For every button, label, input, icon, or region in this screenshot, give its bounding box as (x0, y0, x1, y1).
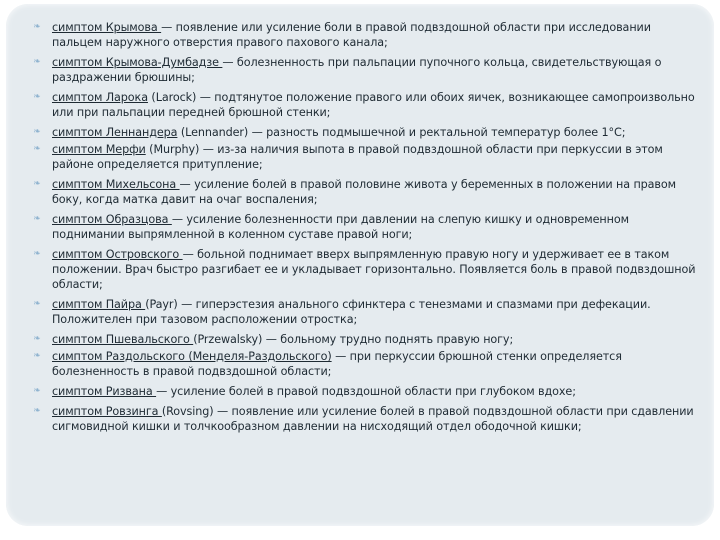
symptom-description: (Rovsing) — появление или усиление болей в правой подвздошной области при сдавлении сигмовидной кишки и толчкообразном давлении на нисходящий отдел ободочной кишки; (52, 405, 694, 433)
list-item (33, 404, 704, 434)
symptom-term: симптом Леннандера (52, 126, 178, 139)
symptom-term: симптом Мерфи (52, 143, 146, 156)
symptom-term: симптом Пайра (52, 298, 146, 311)
fleuron-bullet-icon: ❧ (33, 179, 41, 189)
symptom-description: — усиление болезненности при давлении на слепую кишку и одновременном поднимании выпрямленной в коленном суставе правой ноги; (52, 213, 629, 241)
fleuron-bullet-icon: ❧ (33, 22, 41, 32)
symptom-term: симптом Ларока (52, 91, 148, 104)
fleuron-bullet-icon: ❧ (33, 351, 41, 361)
fleuron-bullet-icon: ❧ (33, 249, 41, 259)
list-item (33, 332, 704, 347)
symptom-term: симптом Крымова (52, 21, 162, 34)
fleuron-bullet-icon: ❧ (33, 386, 41, 396)
slide-panel (6, 4, 714, 526)
symptom-description: — появление или усиление боли в правой подвздошной области при исследовании пальцем наружного отверстия правого пахового канала; (52, 21, 651, 49)
symptom-description: (Payr) — гиперэстезия анального сфинктера с тенезмами и спазмами при дефекации. Положителен при тазовом расположении отростка; (52, 298, 651, 326)
symptom-description: — болезненность при пальпации пупочного кольца, свидетельствующая о раздражении брюшины; (52, 56, 662, 84)
symptom-term: симптом Пшевальского (52, 333, 194, 346)
symptom-description: (Lennander) — разность подмышечной и ректальной температур более 1°С; (177, 126, 626, 139)
list-item (33, 55, 704, 85)
list-item (33, 349, 704, 379)
symptom-description: — усиление болей в правой подвздошной области при глубоком вдохе; (156, 385, 576, 398)
symptom-term: симптом Раздольского (Менделя-Раздольского) (52, 350, 332, 363)
fleuron-bullet-icon: ❧ (33, 214, 41, 224)
symptom-description: (Murphy) — из-за наличия выпота в правой подвздошной области при перкуссии в этом районе определяется притупление; (52, 143, 663, 171)
list-item (33, 212, 704, 242)
fleuron-bullet-icon: ❧ (33, 57, 41, 67)
symptom-term: симптом Образцова (52, 213, 172, 226)
symptom-term: симптом Крымова-Думбадзе (52, 56, 223, 69)
fleuron-bullet-icon: ❧ (33, 406, 41, 416)
list-item (33, 177, 704, 207)
symptom-description: — больной поднимает вверх выпрямленную правую ногу и удерживает ее в таком положении. Врач быстро разгибает ее и укладывает горизонтально. Появляется боль в правой подвздошной области; (52, 248, 696, 291)
symptom-description: (Larock) — подтянутое положение правого или обоих яичек, возникающее самопроизвольно или при пальпации передней брюшной стенки; (52, 91, 695, 119)
list-item (33, 90, 704, 120)
list-item (33, 142, 704, 172)
fleuron-bullet-icon: ❧ (33, 334, 41, 344)
symptom-term: симптом Ризвана (52, 385, 157, 398)
fleuron-bullet-icon: ❧ (33, 92, 41, 102)
symptom-term: симптом Ровзинга (52, 405, 162, 418)
list-item (33, 247, 704, 292)
fleuron-bullet-icon: ❧ (33, 299, 41, 309)
list-item (33, 20, 704, 50)
symptom-term: симптом Островского (52, 248, 183, 261)
fleuron-bullet-icon: ❧ (33, 144, 41, 154)
symptom-description: — при перкуссии брюшной стенки определяется болезненность в правой подвздошной области; (52, 350, 622, 378)
symptom-term: симптом Михельсона (52, 178, 180, 191)
symptom-list (33, 20, 704, 439)
list-item (33, 384, 704, 399)
list-item (33, 125, 704, 140)
list-item (33, 297, 704, 327)
symptom-description: — усиление болей в правой половине живота у беременных в положении на правом боку, когда матка давит на очаг воспаления; (52, 178, 677, 206)
symptom-description: (Przewalsky) — больному трудно поднять правую ногу; (193, 333, 514, 346)
fleuron-bullet-icon: ❧ (33, 127, 41, 137)
